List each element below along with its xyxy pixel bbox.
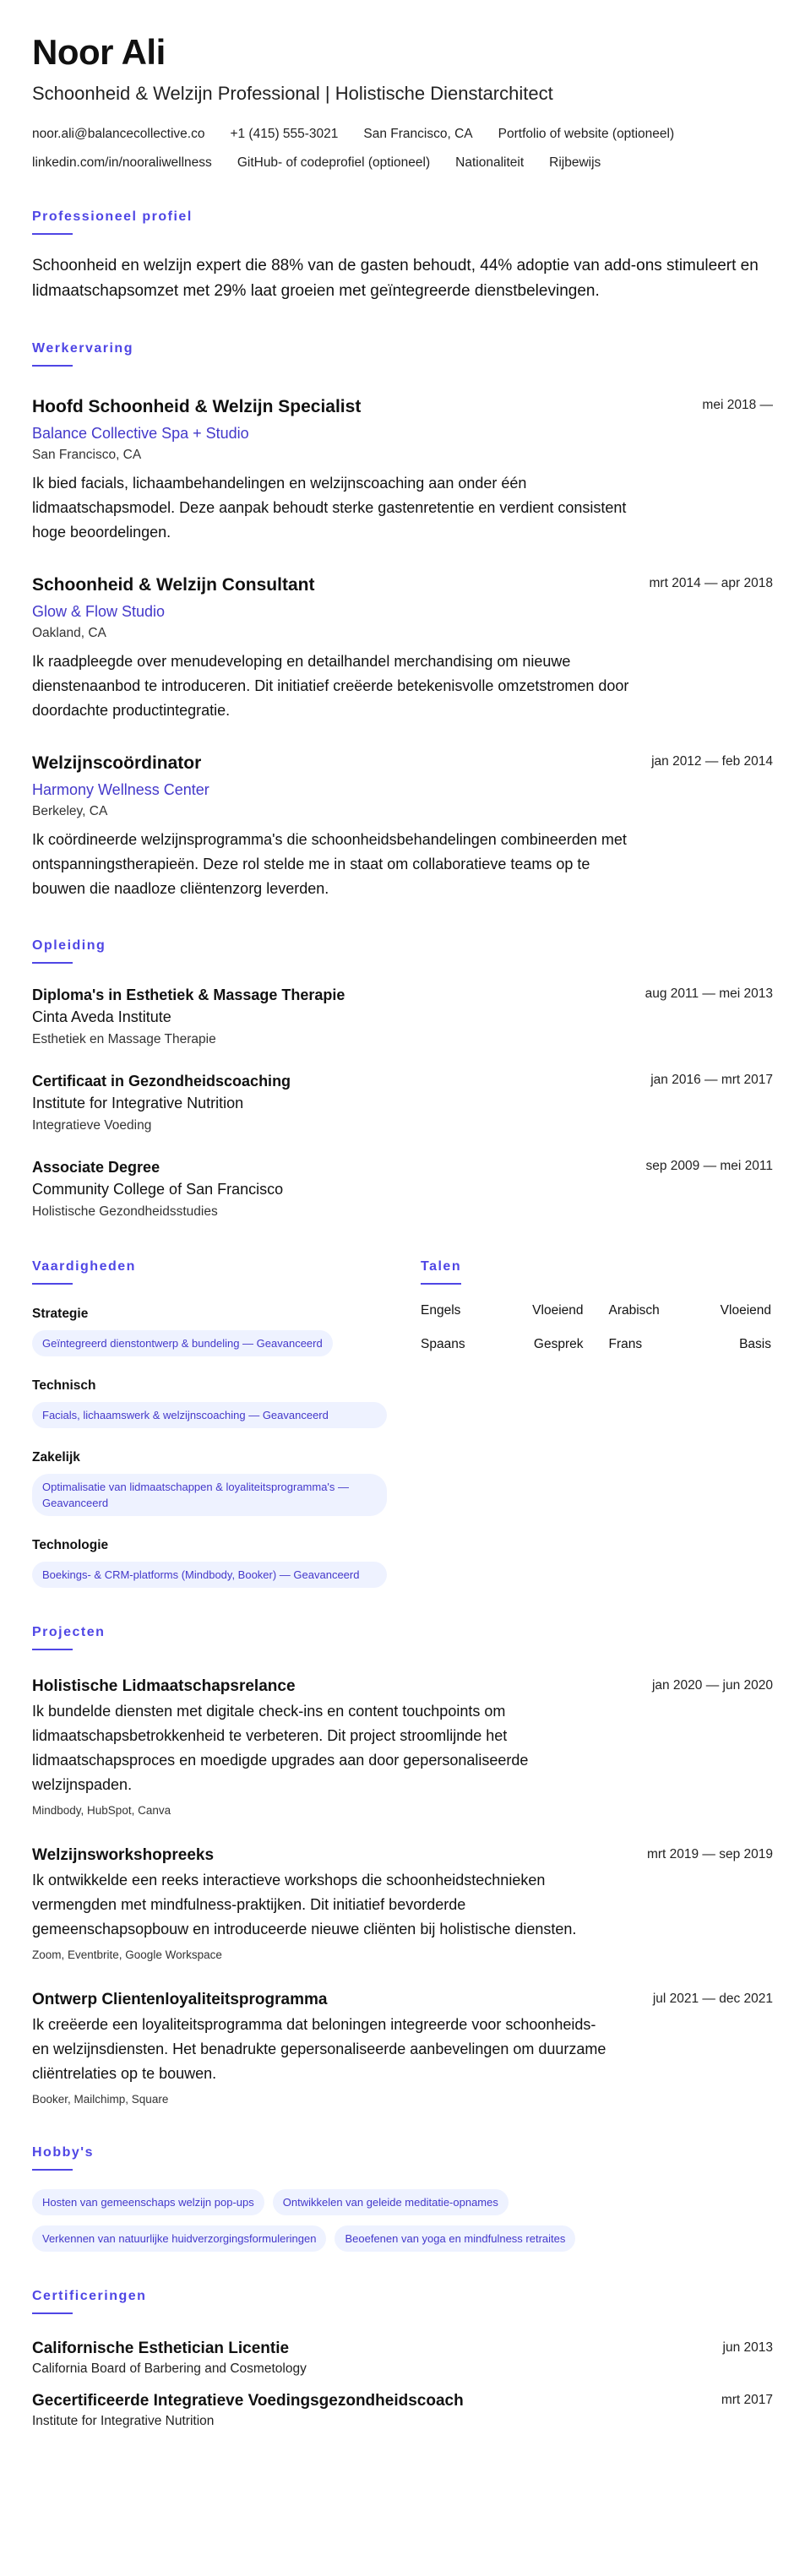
project-date: jul 2021 — dec 2021 <box>652 1992 773 2006</box>
certification-date: mrt 2017 <box>721 2393 773 2407</box>
section-title: Projecten <box>32 1625 106 1639</box>
skill-group-label: Strategie <box>32 1307 89 1321</box>
language-name: Arabisch <box>608 1303 660 1318</box>
section-title: Certificeringen <box>32 2289 147 2303</box>
section-divider <box>32 233 73 235</box>
certifications-section <box>32 2289 773 2431</box>
project-entry <box>32 1989 773 2108</box>
skill-group-label: Technologie <box>32 1538 109 1552</box>
job-date: mrt 2014 — apr 2018 <box>649 576 773 590</box>
skill-chip: Geïntegreerd dienstontwerp & bundeling — Geavanceerd <box>32 1330 333 1356</box>
job-location: San Francisco, CA <box>32 448 142 462</box>
language-name: Frans <box>608 1337 643 1351</box>
project-date: jan 2020 — jun 2020 <box>651 1678 773 1693</box>
education-date: sep 2009 — mei 2011 <box>645 1159 773 1173</box>
skill-group <box>32 1305 387 1356</box>
hobby-chip: Beoefenen van yoga en mindfulness retraites <box>335 2225 575 2252</box>
job-title: Welzijnscoördinator <box>32 753 202 773</box>
skill-chip: Boekings- & CRM-platforms (Mindbody, Booker) — Geavanceerd <box>32 1562 387 1588</box>
project-entry <box>32 1845 773 1964</box>
education-degree: Certificaat in Gezondheidscoaching <box>32 1073 291 1090</box>
project-date: mrt 2019 — sep 2019 <box>646 1847 773 1861</box>
certification-entry <box>32 2390 773 2431</box>
certification-org: California Board of Barbering and Cosmetology <box>32 2361 307 2376</box>
job-company: Balance Collective Spa + Studio <box>32 425 249 442</box>
education-date: jan 2016 — mrt 2017 <box>650 1073 773 1087</box>
section-divider <box>32 2169 73 2171</box>
job-title: Schoonheid & Welzijn Consultant <box>32 575 315 595</box>
contact-nationality: Nationaliteit <box>455 155 525 170</box>
language-item <box>421 1302 584 1320</box>
contact-email[interactable]: noor.ali@balancecollective.co <box>32 127 205 141</box>
section-divider <box>32 1283 73 1285</box>
job-entry <box>32 573 773 723</box>
hobby-list <box>32 2189 725 2252</box>
job-location: Berkeley, CA <box>32 804 108 818</box>
education-degree: Associate Degree <box>32 1159 160 1176</box>
certification-title: Gecertificeerde Integratieve Voedingsgezondheidscoach <box>32 2392 464 2410</box>
language-name: Spaans <box>421 1337 465 1351</box>
job-date: mei 2018 — <box>702 398 773 412</box>
profile-section <box>32 209 773 304</box>
language-item <box>421 1335 584 1354</box>
skill-group-label: Technisch <box>32 1378 96 1393</box>
language-item <box>609 1335 772 1354</box>
job-description: Ik coördineerde welzijnsprogramma's die schoonheidsbehandelingen combineerden met ontspanningstherapieën. Deze rol stelde me in staat om collaboratieve teams op te bouwen die naadloze cliëntenzorg leverden. <box>32 831 627 897</box>
education-field: Integratieve Voeding <box>32 1118 152 1133</box>
job-entry <box>32 395 773 545</box>
education-field: Esthetiek en Massage Therapie <box>32 1032 216 1046</box>
education-section <box>32 938 773 1222</box>
education-entry <box>32 984 773 1050</box>
language-item <box>609 1302 772 1320</box>
language-level: Vloeiend <box>720 1303 771 1318</box>
job-description: Ik raadpleegde over menudeveloping en detailhandel merchandising om nieuwe dienstenaanbod te introduceren. Dit initiatief creëerde betekenisvolle omzetstromen door doordachte productintegratie. <box>32 653 629 719</box>
hobby-chip: Verkennen van natuurlijke huidverzorgingsformuleringen <box>32 2225 326 2252</box>
section-title: Vaardigheden <box>32 1259 136 1274</box>
project-description: Ik creëerde een loyaliteitsprogramma dat beloningen integreerde voor schoonheids- en welzijnsdiensten. Het benadrukte gepersonaliseerde aanbevelingen om duurzame cliëntrelaties op te bouwen. <box>32 2016 606 2082</box>
experience-section <box>32 341 773 901</box>
section-divider <box>32 1649 73 1650</box>
certification-org: Institute for Integrative Nutrition <box>32 2414 215 2428</box>
skills-languages-row <box>32 1259 773 1588</box>
project-title: Welzijnsworkshopreeks <box>32 1846 215 1864</box>
project-title: Holistische Lidmaatschapsrelance <box>32 1677 296 1695</box>
hobbies-section <box>32 2145 773 2252</box>
contact-github[interactable]: GitHub- of codeprofiel (optioneel) <box>237 155 431 170</box>
contact-location: San Francisco, CA <box>363 127 473 141</box>
certification-entry <box>32 2338 773 2378</box>
candidate-subtitle: Schoonheid & Welzijn Professional | Holistische Dienstarchitect <box>32 83 553 104</box>
contact-portfolio[interactable]: Portfolio of website (optioneel) <box>498 127 675 141</box>
skill-group <box>32 1448 387 1516</box>
language-level: Gesprek <box>533 1337 584 1351</box>
skill-chip: Optimalisatie van lidmaatschappen & loyaliteitsprogramma's — Geavanceerd <box>32 1474 387 1516</box>
section-title: Werkervaring <box>32 341 133 356</box>
skill-group <box>32 1536 387 1588</box>
project-tech: Booker, Mailchimp, Square <box>32 2093 169 2106</box>
skill-chip: Facials, lichaamswerk & welzijnscoaching — Geavanceerd <box>32 1402 387 1428</box>
certification-title: Californische Esthetician Licentie <box>32 2340 290 2357</box>
section-title: Talen <box>421 1259 462 1274</box>
contact-linkedin[interactable]: linkedin.com/in/nooraliwellness <box>32 155 212 170</box>
hobby-chip: Ontwikkelen van geleide meditatie-opnames <box>273 2189 509 2215</box>
education-entry <box>32 1070 773 1136</box>
job-description: Ik bied facials, lichaambehandelingen en welzijnscoaching aan onder één lidmaatschapsmodel. Deze aanpak behoudt sterke gastenretentie en verdient consistent hoge beoordelingen. <box>32 475 627 541</box>
skills-section <box>32 1259 387 1588</box>
resume-header <box>32 32 773 172</box>
skill-group-label: Zakelijk <box>32 1450 80 1465</box>
project-tech: Mindbody, HubSpot, Canva <box>32 1804 171 1817</box>
contact-list <box>32 125 773 172</box>
section-divider <box>32 2312 73 2314</box>
skill-group <box>32 1377 387 1428</box>
hobby-chip: Hosten van gemeenschaps welzijn pop-ups <box>32 2189 264 2215</box>
language-level: Vloeiend <box>532 1303 584 1318</box>
projects-section <box>32 1625 773 2108</box>
certification-date: jun 2013 <box>722 2340 773 2355</box>
language-list <box>421 1302 771 1354</box>
job-company: Harmony Wellness Center <box>32 781 209 798</box>
contact-phone[interactable]: +1 (415) 555-3021 <box>230 127 339 141</box>
project-description: Ik bundelde diensten met digitale check-ins en content touchpoints om lidmaatschapsbetrokkenheid te verbeteren. Dit project stroomlijnde het lidmaatschapsproces en moedigde upgrades aan door gepersonaliseerde welzijnspaden. <box>32 1703 529 1793</box>
languages-section <box>421 1259 771 1588</box>
section-divider <box>32 962 73 964</box>
education-institution: Cinta Aveda Institute <box>32 1008 171 1025</box>
section-title: Hobby's <box>32 2145 94 2160</box>
education-date: aug 2011 — mei 2013 <box>645 986 773 1001</box>
job-location: Oakland, CA <box>32 626 106 640</box>
candidate-name: Noor Ali <box>32 32 166 72</box>
project-description: Ik ontwikkelde een reeks interactieve workshops die schoonheidstechnieken vermengden met mindfulness-praktijken. Dit initiatief bevorderde gemeenschapsopbouw en introduceerde nieuwe cliënten bij holistische diensten. <box>32 1872 577 1937</box>
contact-license: Rijbewijs <box>549 155 601 170</box>
language-level: Basis <box>739 1337 771 1351</box>
profile-text: Schoonheid en welzijn expert die 88% van de gasten behoudt, 44% adoptie van add-ons stimuleert en lidmaatschapsomzet met 29% laat groeien met geïntegreerde dienstbelevingen. <box>32 257 759 300</box>
job-date: jan 2012 — feb 2014 <box>651 754 773 769</box>
project-tech: Zoom, Eventbrite, Google Workspace <box>32 1948 222 1961</box>
language-name: Engels <box>421 1303 461 1318</box>
education-entry <box>32 1156 773 1222</box>
section-divider <box>32 365 73 367</box>
project-title: Ontwerp Clientenloyaliteitsprogramma <box>32 1991 328 2008</box>
job-title: Hoofd Schoonheid & Welzijn Specialist <box>32 397 362 416</box>
job-entry <box>32 752 773 901</box>
education-institution: Institute for Integrative Nutrition <box>32 1095 244 1111</box>
job-company: Glow & Flow Studio <box>32 603 166 620</box>
project-entry <box>32 1676 773 1819</box>
section-divider <box>421 1283 461 1285</box>
section-title: Opleiding <box>32 938 106 953</box>
section-title: Professioneel profiel <box>32 209 193 224</box>
education-degree: Diploma's in Esthetiek & Massage Therapie <box>32 986 345 1003</box>
education-institution: Community College of San Francisco <box>32 1181 284 1198</box>
education-field: Holistische Gezondheidsstudies <box>32 1204 218 1219</box>
